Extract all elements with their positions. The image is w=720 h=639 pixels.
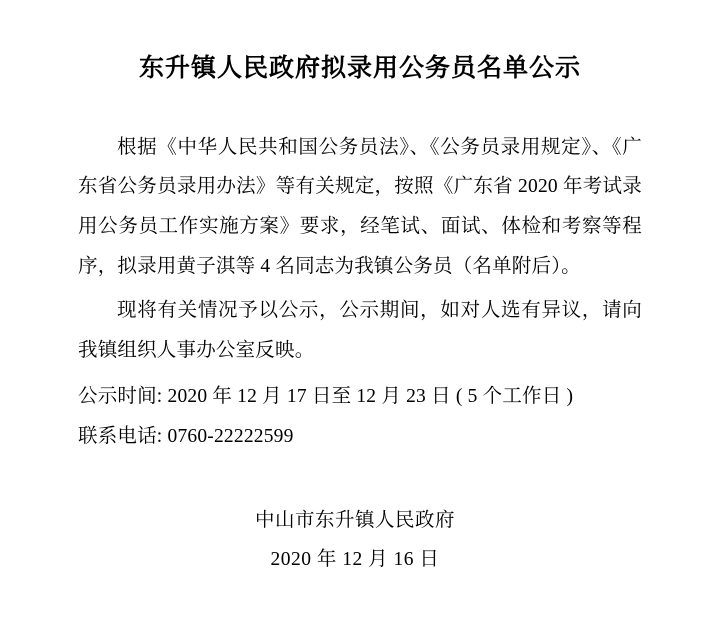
paragraph-2: 现将有关情况予以公示，公示期间，如对人选有异议，请向我镇组织人事办公室反映。	[78, 300, 642, 362]
page-title: 东升镇人民政府拟录用公务员名单公示	[138, 55, 581, 82]
contact-phone-line: 联系电话: 0760-22222599	[78, 426, 294, 448]
signature-date: 2020 年 12 月 16 日	[270, 549, 440, 571]
signature-block	[78, 501, 642, 579]
signature-organization: 中山市东升镇人民政府	[254, 510, 455, 532]
notice-info-block	[78, 377, 642, 457]
notice-period-line: 公示时间: 2020 年 12 月 17 日至 12 月 23 日 ( 5 个工作日 )	[78, 386, 574, 408]
paragraph-1: 根据《中华人民共和国公务员法》、《公务员录用规定》、《广东省公务员录用办法》等有关规定，按照《广东省 2020 年考试录用公务员工作实施方案》要求，经笔试、面试、体检和考察等程序，拟录用黄子淇等 4 名同志为我镇公务员（名单附后）。	[78, 136, 642, 278]
document-body	[78, 128, 642, 372]
